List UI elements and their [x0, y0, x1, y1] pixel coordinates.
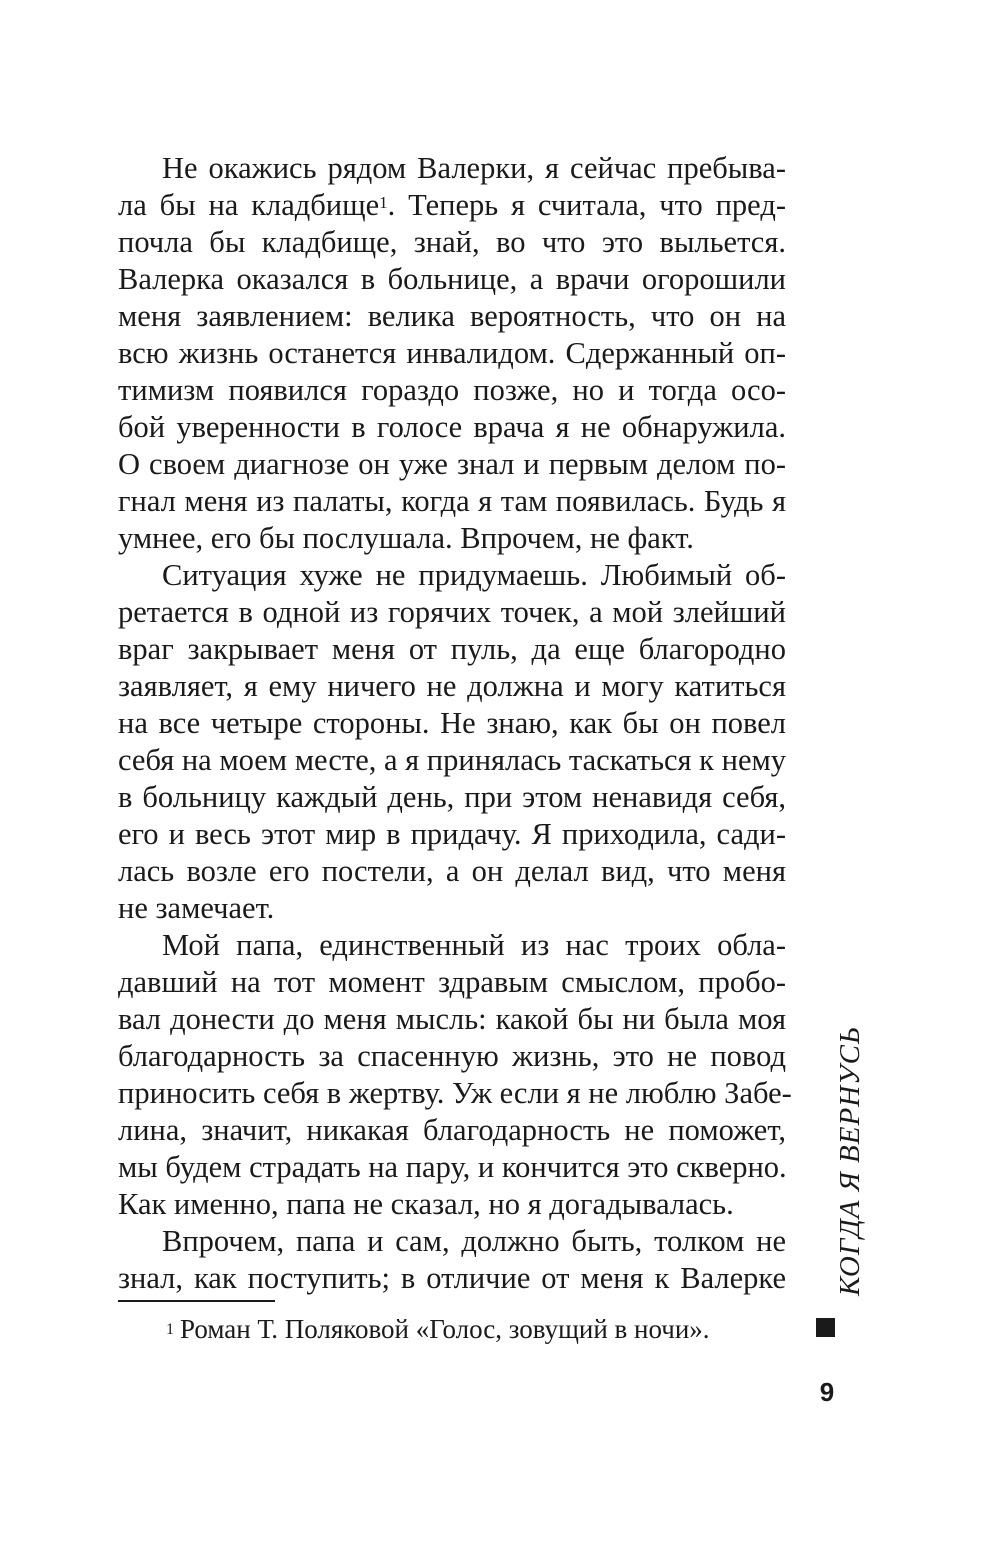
- text-line: вал донести до меня мысль: какой бы ни была моя: [118, 1002, 786, 1036]
- text-line: враг закрывает меня от пуль, да еще благородно: [118, 632, 786, 666]
- text-fragment: ла бы на кладбище: [118, 188, 380, 222]
- footnote: [166, 1312, 710, 1346]
- text-line: Как именно, папа не сказал, но я догадывалась.: [118, 1187, 734, 1221]
- text-line: давший на тот момент здравым смыслом, пробо-: [118, 965, 786, 999]
- text-line: ретается в одной из горячих точек, а мой злейший: [118, 595, 786, 629]
- footnote-text: Роман Т. Поляковой «Голос, зовущий в ночи».: [180, 1314, 710, 1344]
- text-line: мы будем страдать на пару, и кончится это скверно.: [118, 1150, 787, 1184]
- text-line: почла бы кладбище, знай, во что это выльется.: [118, 225, 786, 259]
- text-line: себя на моем месте, а я принялась таскаться к нему: [118, 743, 787, 777]
- text-line: лина, значит, никакая благодарность не поможет,: [118, 1113, 786, 1147]
- text-fragment: . Теперь я считала, что пред-: [387, 188, 786, 222]
- text-line-with-footnote: [118, 187, 786, 223]
- text-line: заявляет, я ему ничего не должна и могу катиться: [118, 669, 786, 703]
- text-line: приносить себя в жертву. Уж если я не люблю Забе-: [118, 1076, 792, 1110]
- text-line: знал, как поступить; в отличие от меня к Валерке: [118, 1261, 786, 1295]
- footnote-separator: [118, 1300, 275, 1302]
- text-line: благодарность за спасенную жизнь, это не повод: [118, 1039, 786, 1073]
- page-number: 9: [819, 1377, 835, 1407]
- text-line: О своем диагнозе он уже знал и первым делом по-: [118, 447, 786, 481]
- text-line: всю жизнь останется инвалидом. Сдержанный оп-: [118, 336, 786, 370]
- text-line: в больницу каждый день, при этом ненавидя себя,: [118, 780, 786, 814]
- text-line: лась возле его постели, а он делал вид, что меня: [118, 854, 786, 888]
- text-line: Не окажись рядом Валерки, я сейчас пребыва-: [162, 151, 786, 185]
- text-line: меня заявлением: велика вероятность, что он на: [118, 299, 786, 333]
- text-line: гнал меня из палаты, когда я там появилась. Будь я: [118, 484, 786, 518]
- text-line: Валерка оказался в больнице, а врачи огорошили: [118, 262, 786, 296]
- footnote-mark: 1: [166, 1321, 174, 1338]
- text-line: его и весь этот мир в придачу. Я приходила, сади-: [118, 817, 786, 851]
- text-line: не замечает.: [118, 891, 275, 925]
- text-line: бой уверенности в голосе врача я не обнаружила.: [118, 410, 786, 444]
- footnote-reference: 1: [379, 193, 388, 212]
- square-marker-icon: [816, 1318, 835, 1337]
- text-line: Впрочем, папа и сам, должно быть, толком не: [162, 1224, 786, 1258]
- running-title: КОГДА Я ВЕРНУСЬ: [834, 1025, 866, 1296]
- text-line: Мой папа, единственный из нас троих обла-: [162, 928, 786, 962]
- text-line: тимизм появился гораздо позже, но и тогда осо-: [118, 373, 786, 407]
- text-line: умнее, его бы послушала. Впрочем, не факт.: [118, 521, 694, 555]
- text-line: на все четыре стороны. Не знаю, как бы он повел: [118, 706, 786, 740]
- text-line: Ситуация хуже не придумаешь. Любимый об-: [162, 558, 786, 592]
